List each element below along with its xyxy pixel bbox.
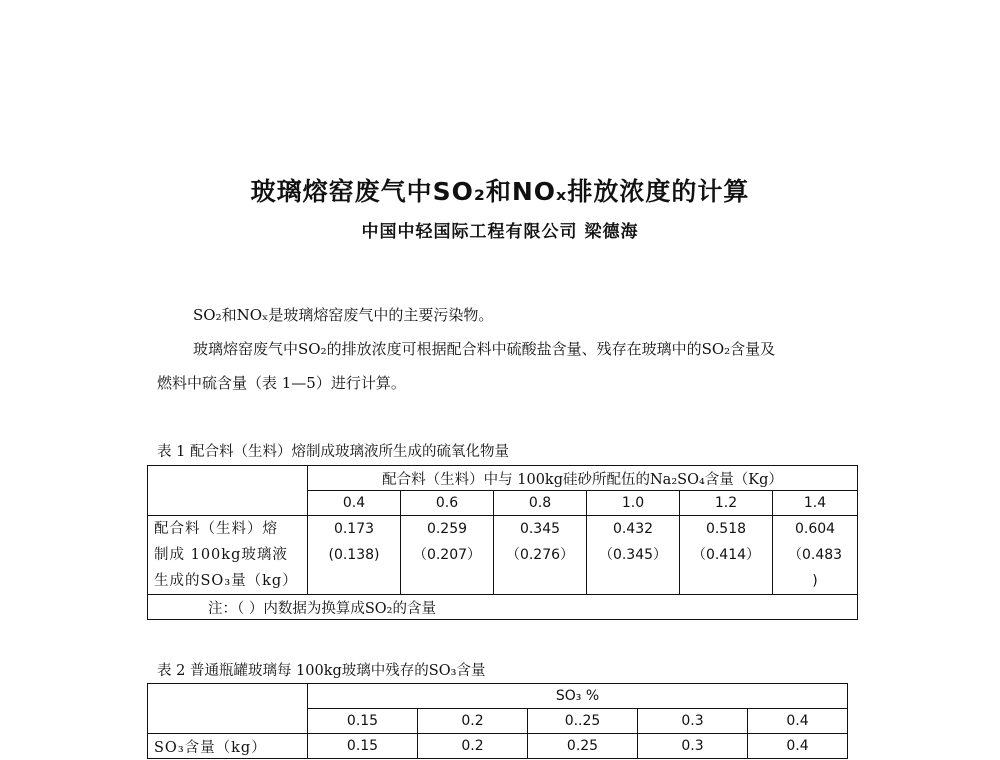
table1-col-header: 1.2 [680, 491, 773, 516]
table1-value-cell [773, 516, 858, 595]
so2-value: (0.138) [328, 547, 380, 563]
so3-value: 0.345 [519, 521, 561, 537]
paragraph-body-line1: 玻璃熔窑废气中SO₂的排放浓度可根据配合料中硫酸盐含量、残存在玻璃中的SO₂含量及 [193, 340, 776, 358]
table1-row-label [148, 516, 308, 595]
table1-col-header: 0.4 [308, 491, 401, 516]
so2-value: （0.483 [787, 547, 843, 563]
table1-value-cell [680, 516, 773, 595]
table1-value-cell [587, 516, 680, 595]
table1-header: 配合料（生料）中与 100kg硅砂所配伍的Na₂SO₄含量（Kg） [308, 466, 858, 491]
table2 [147, 683, 848, 759]
table2-value-cell: 0.3 [638, 734, 748, 759]
table1 [147, 465, 858, 620]
table2-col-header: 0..25 [528, 709, 638, 734]
so2-value: （0.207） [412, 547, 482, 563]
table2-row-label: SO₃含量（kg） [148, 734, 308, 759]
table2-value-cell: 0.2 [418, 734, 528, 759]
so3-value: 0.604 [794, 521, 836, 537]
so2-value: （0.345） [598, 547, 668, 563]
table1-col-header: 0.8 [494, 491, 587, 516]
so3-value: 0.518 [705, 521, 747, 537]
table2-col-header: 0.4 [748, 709, 848, 734]
paragraph-body-line2: 燃料中硫含量（表 1—5）进行计算。 [157, 374, 406, 392]
table1-value-cell [308, 516, 401, 595]
table1-value-cell [401, 516, 494, 595]
table2-col-header: 0.3 [638, 709, 748, 734]
table2-col-header: 0.15 [308, 709, 418, 734]
row-label-line: 配合料（生料）熔 [154, 521, 278, 537]
table1-caption: 表 1 配合料（生料）熔制成玻璃液所生成的硫氧化物量 [157, 444, 509, 460]
author-line: 中国中轻国际工程有限公司 梁德海 [361, 222, 639, 242]
table1-col-header: 1.0 [587, 491, 680, 516]
table2-value-cell: 0.4 [748, 734, 848, 759]
so3-value: 0.173 [333, 521, 375, 537]
table1-col-header: 1.4 [773, 491, 858, 516]
table2-caption: 表 2 普通瓶罐玻璃每 100kg玻璃中残存的SO₃含量 [157, 663, 486, 679]
table2-value-cell: 0.15 [308, 734, 418, 759]
page-title: 玻璃熔窑废气中SO₂和NOₓ排放浓度的计算 [250, 177, 750, 206]
table1-corner-cell [148, 466, 308, 516]
so2-value: （0.414） [691, 547, 761, 563]
paragraph-intro: SO₂和NOₓ是玻璃熔窑废气中的主要污染物。 [193, 306, 494, 324]
so2-value: （0.276） [505, 547, 575, 563]
table1-col-header: 0.6 [401, 491, 494, 516]
table2-header: SO₃ % [308, 684, 848, 709]
table2-corner-cell [148, 684, 308, 734]
table1-note: 注：（ ）内数据为换算成SO₂的含量 [148, 595, 858, 620]
table2-value-cell: 0.25 [528, 734, 638, 759]
row-label-line: 生成的SO₃量（kg） [154, 573, 298, 589]
table2-col-header: 0.2 [418, 709, 528, 734]
table1-value-cell [494, 516, 587, 595]
so2-value-overflow: ) [812, 573, 818, 589]
so3-value: 0.259 [426, 521, 468, 537]
row-label-line: 制成 100kg玻璃液 [154, 547, 288, 563]
so3-value: 0.432 [612, 521, 654, 537]
